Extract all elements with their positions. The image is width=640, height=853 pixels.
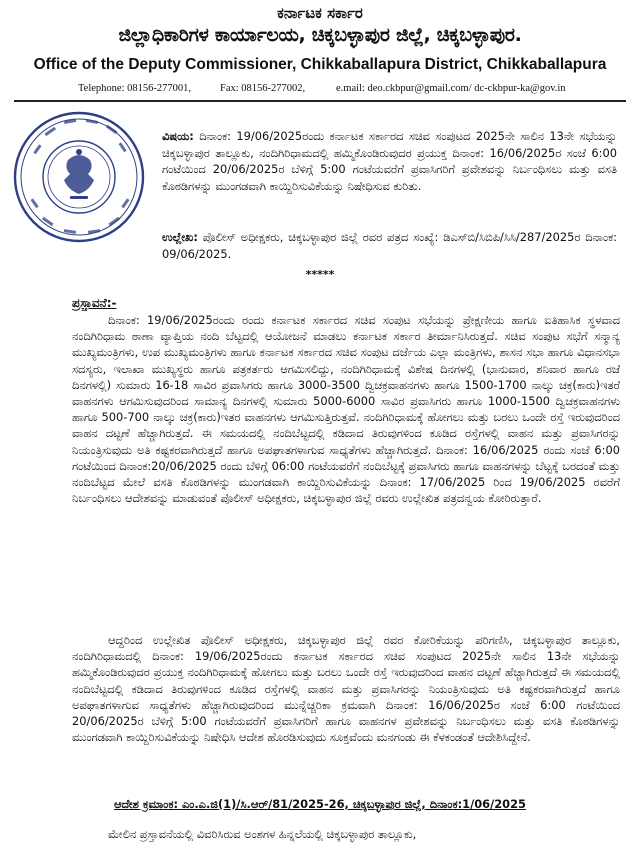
office-title-english: Office of the Deputy Commissioner, Chikkaballapura District, Chikkaballapura	[33, 56, 607, 73]
subject-text: ದಿನಾಂಕ: 19/06/2025ರಂದು ಕರ್ನಾಟಕ ಸರ್ಕಾರದ ಸಚಿವ ಸಂಪುಟದ 2025ನೇ ಸಾಲಿನ 13ನೇ ಸಭೆಯನ್ನು ಚಿಕ್ಕಬಳ್ಳಾಪುರ ತಾಲ್ಲೂಕು, ನಂದಿಗಿರಿಧಾಮದಲ್ಲಿ ಹಮ್ಮಿಕೊಂಡಿರುವುದರ ಪ್ರಯುಕ್ತ ದಿನಾಂಕ: 16/06/2025ರ ಸಂಜೆ 6:00 ಗಂಟೆಯಿಂದ 20/06/2025ರ ಬೆಳಿಗ್ಗೆ 5:00 ಗಂಟೆಯವರೆಗೆ ಪ್ರವಾಸಿಗರಿಗೆ ಪ್ರವೇಶವನ್ನು ನಿರ್ಬಂಧಿಸಲು ಮತ್ತು ವಸತಿ ಕೊಠಡಿಗಳನ್ನು ಮುಂಗಡವಾಗಿ ಕಾಯ್ದಿರಿಸುವಿಕೆಯನ್ನು ನಿಷೇಧಿಸುವ ಕುರಿತು.	[162, 129, 617, 193]
office-title-kannada: ಜಿಲ್ಲಾಧಿಕಾರಿಗಳ ಕಾರ್ಯಾಲಯ, ಚಿಕ್ಕಬಳ್ಳಾಪುರ ಜಿಲ್ಲೆ, ಚಿಕ್ಕಬಳ್ಳಾಪುರ.	[118, 24, 522, 46]
reference-label: ಉಲ್ಲೇಖ:	[162, 230, 198, 244]
district-seal-stamp-icon	[10, 108, 148, 246]
telephone-number: Telephone: 08156-277001,	[78, 83, 191, 94]
order-number: ಆದೇಶ ಕ್ರಮಾಂಕ: ಎಂ.ಎ.ಜಿ(1)/ಸಿ.ಆರ್/81/2025-26, ಚಿಕ್ಕಬಳ್ಳಾಪುರ ಜಿಲ್ಲೆ, ದಿನಾಂಕ:1/06/2025	[114, 797, 526, 811]
preamble-paragraph-1: ದಿನಾಂಕ: 19/06/2025ರಂದು ರಂದು ಕರ್ನಾಟಕ ಸರ್ಕಾರದ ಸಚಿವ ಸಂಪುಟ ಸಭೆಯನ್ನು ಪ್ರೇಕ್ಷಣೀಯ ಹಾಗೂ ಐತಿಹಾಸಿಕ ಸ್ಥಳವಾದ ನಂದಿಗಿರಿಧಾಮ ಠಾಣಾ ವ್ಯಾಪ್ತಿಯ ನಂದಿ ಬೆಟ್ಟದಲ್ಲಿ ಆಯೋಜನೆ ಮಾಡಲು ಕರ್ನಾಟಕ ಸರ್ಕಾರ ತೀರ್ಮಾನಿಸಿರುತ್ತದೆ. ಸಚಿವ ಸಂಪುಟ ಸಭೆಗೆ ಸನ್ಮಾನ್ಯ ಮುಖ್ಯಮಂತ್ರಿಗಳು, ಉಪ ಮುಖ್ಯಮಂತ್ರಿಗಳು ಹಾಗೂ ಕರ್ನಾಟಕ ಸರ್ಕಾರದ ಸಚಿವ ಸಂಪುಟ ದರ್ಜೆಯ ಎಲ್ಲಾ ಮಂತ್ರಿಗಳು, ಶಾಸನ ಸಭಾ ಹಾಗೂ ವಿಧಾನಸಭಾ ಸದಸ್ಯರು, ಇಲಾಖಾ ಮುಖ್ಯಸ್ಥರು ಹಾಗೂ ಪತ್ರಕರ್ತರು ಆಗಮಿಸಲಿದ್ದು, ನಂದಿಗಿರಿಧಾಮಕ್ಕೆ ವಿಶೇಷ ದಿನಗಳಲ್ಲಿ (ಭಾನುವಾರ, ಶನಿವಾರ ಹಾಗೂ ರಜೆ ದಿನಗಳಲ್ಲಿ) ಸುಮಾರು 16-18 ಸಾವಿರ ಪ್ರವಾಸಿಗರು ಹಾಗೂ 3000-3500 ದ್ವಿಚಕ್ರವಾಹನಗಳು ಹಾಗೂ 1500-1700 ನಾಲ್ಕು ಚಕ್ರ(ಕಾರು)ಇತರೆ ವಾಹನಗಳು ಆಗಮಿಸುವುದರಿಂದ ಸಾಮಾನ್ಯ ದಿನಗಳಲ್ಲಿ ಸುಮಾರು 5000-6000 ಸಾವಿರ ಪ್ರವಾಸಿಗರು ಹಾಗೂ 1000-1500 ದ್ವಿಚಕ್ರವಾಹನಗಳು ಹಾಗೂ 500-700 ನಾಲ್ಕು ಚಕ್ರ(ಕಾರು)ಇತರ ವಾಹನಗಳು ಆಗಮಿಸುತ್ತಿರುತ್ತವೆ. ನಂದಿಗಿರಿಧಾಮಕ್ಕೆ ಹೋಗಲು ಮತ್ತು ಬರಲು ಒಂದೇ ರಸ್ತೆ ಇರುವುದರಿಂದ ವಾಹನ ದಟ್ಟಣೆ ಹೆಚ್ಚಾಗಿರುತ್ತದೆ. ಈ ಸಮಯದಲ್ಲಿ ನಂದಿಬೆಟ್ಟದಲ್ಲಿ ಕಡಿದಾದ ತಿರುವುಗಳಿಂದ ಕೂಡಿದ ರಸ್ತೆಗಳಲ್ಲಿ ವಾಹನ ಮತ್ತು ಪ್ರವಾಸಿಗರನ್ನು ನಿಯಂತ್ರಿಸುವುದು ಅತಿ ಕಷ್ಟಕರವಾಗಿರುತ್ತದೆ ಹಾಗೂ ಅಪಘಾತಗಳಾಗುವ ಸಾಧ್ಯತೆಗಳು ಹೆಚ್ಚಾಗಿರುತ್ತದೆ. ದಿನಾಂಕ: 16/06/2025 ರಂದು ಸಂಜೆ 6:00 ಗಂಟೆಯಿಂದ ದಿನಾಂಕ:20/06/2025 ರಂದು ಬೆಳಿಗ್ಗೆ 06:00 ಗಂಟೆಯವರೆಗೆ ನಂದಿಬೆಟ್ಟಕ್ಕೆ ಪ್ರವಾಸಿಗರು ಹಾಗೂ ವಾಹನಗಳನ್ನು ಬೆಟ್ಟಕ್ಕೆ ಬರದಂತೆ ಮತ್ತು ನಂದಿಬೆಟ್ಟದ ಮೇಲೆ ವಸತಿ ಕೊಠಡಿಗಳನ್ನು ಮುಂಗಡವಾಗಿ ಕಾಯ್ದಿರಿಸುವಿಕೆಯನ್ನು ದಿನಾಂಕ: 17/06/2025 ರಿಂದ 19/06/2025 ರವರೆಗೆ ನಿರ್ಬಂಧಿಸಲು ಆದೇಶವನ್ನು ಮಾಡುವಂತೆ ಪೊಲೀಸ್ ಅಧೀಕ್ಷಕರು, ಚಿಕ್ಕಬಳ್ಳಾಪುರ ಜಿಲ್ಲೆ ರವರು ಉಲ್ಲೇಖಿತ ಪತ್ರದನ್ವಯ ಕೋರಿರುತ್ತಾರೆ.	[72, 313, 620, 506]
reference-block	[162, 229, 617, 262]
fax-number: Fax: 08156-277002,	[220, 83, 306, 94]
subject-block	[162, 128, 617, 194]
header-divider	[14, 100, 626, 102]
email-address: e.mail: deo.ckbpur@gmail.com/ dc-ckbpur-ka@gov.in	[336, 83, 566, 94]
reference-text: ಪೊಲೀಸ್ ಅಧೀಕ್ಷಕರು, ಚಿಕ್ಕಬಳ್ಳಾಪುರ ಜಿಲ್ಲೆ ರವರ ಪತ್ರದ ಸಂಖ್ಯೆ: ಡಿಎಸ್‌ಬಿ/ಸಿಬಿಪಿ/ಸಿಸಿ/287/2025ರ ದಿನಾಂಕ: 09/06/2025.	[162, 230, 617, 261]
preamble-paragraph-2: ಆದ್ದರಿಂದ ಉಲ್ಲೇಖಿತ ಪೊಲೀಸ್ ಅಧೀಕ್ಷಕರು, ಚಿಕ್ಕಬಳ್ಳಾಪುರ ಜಿಲ್ಲೆ ರವರ ಕೋರಿಕೆಯನ್ನು ಪರಿಗಣಿಸಿ, ಚಿಕ್ಕಬಳ್ಳಾಪುರ ತಾಲ್ಲೂಕು, ನಂದಿಗಿರಿಧಾಮದಲ್ಲಿ ದಿನಾಂಕ: 19/06/2025ರಂದು ಕರ್ನಾಟಕ ಸರ್ಕಾರದ ಸಚಿವ ಸಂಪುಟದ 2025ನೇ ಸಾಲಿನ 13ನೇ ಸಭೆಯನ್ನು ಹಮ್ಮಿಕೊಂಡಿರುವುದರ ಪ್ರಯುಕ್ತ ನಂದಿಗಿರಿಧಾಮಕ್ಕೆ ಹೋಗಲು ಮತ್ತು ಬರಲು ಒಂದೇ ರಸ್ತೆ ಇರುವುದರಿಂದ ವಾಹನ ದಟ್ಟಣೆ ಹೆಚ್ಚಾಗಿರುತ್ತದೆ ಈ ಸಮಯದಲ್ಲಿ ನಂದಿಬೆಟ್ಟದಲ್ಲಿ ಕಡಿದಾದ ತಿರುವುಗಳಿಂದ ಕೂಡಿದ ರಸ್ತೆಗಳಲ್ಲಿ ವಾಹನ ಮತ್ತು ಪ್ರವಾಸಿಗರನ್ನು ನಿಯಂತ್ರಿಸುವುದು ಅತಿ ಕಷ್ಟಕರವಾಗಿರುತ್ತದೆ ಹಾಗೂ ಅಪಘಾತಗಳಾಗುವ ಸಾಧ್ಯತೆಗಳು ಹೆಚ್ಚಾಗಿರುವುದರಿಂದ ಮುನ್ನೆಚ್ಚರಿಕಾ ಕ್ರಮವಾಗಿ ದಿನಾಂಕ: 16/06/2025ರ ಸಂಜೆ 6:00 ಗಂಟೆಯಿಂದ 20/06/2025ರ ಬೆಳಿಗ್ಗೆ 5:00 ಗಂಟೆಯವರೆಗೆ ಪ್ರವಾಸಿಗರಿಗೆ ಹಾಗೂ ವಾಹನಗಳ ಪ್ರವೇಶವನ್ನು ನಿರ್ಬಂಧಿಸಲು ಮತ್ತು ವಸತಿ ಕೊಠಡಿಗಳನ್ನು ಮುಂಗಡವಾಗಿ ಕಾಯ್ದಿರಿಸುವಿಕೆಯನ್ನು ನಿಷೇಧಿಸಿ ಆದೇಶ ಹೊರಡಿಸುವುದು ಸೂಕ್ತವೆಂದು ಮನಗಂಡು ಈ ಕೆಳಕಂಡಂತೆ ಆದೇಶಿಸಿದ್ದೇನೆ.	[72, 633, 620, 745]
section-separator: *****	[305, 268, 335, 281]
government-line: ಕರ್ನಾಟಕ ಸರ್ಕಾರ	[277, 4, 363, 22]
order-paragraph: ಮೇಲಿನ ಪ್ರಸ್ತಾವನೆಯಲ್ಲಿ ವಿವರಿಸಿರುವ ಅಂಶಗಳ ಹಿನ್ನಲೆಯಲ್ಲಿ ಚಿಕ್ಕಬಳ್ಳಾಪುರ ತಾಲ್ಲೂಕು,	[108, 827, 417, 841]
preamble-heading: ಪ್ರಸ್ತಾವನೆ:-	[72, 296, 117, 310]
subject-label: ವಿಷಯ:	[162, 129, 194, 143]
